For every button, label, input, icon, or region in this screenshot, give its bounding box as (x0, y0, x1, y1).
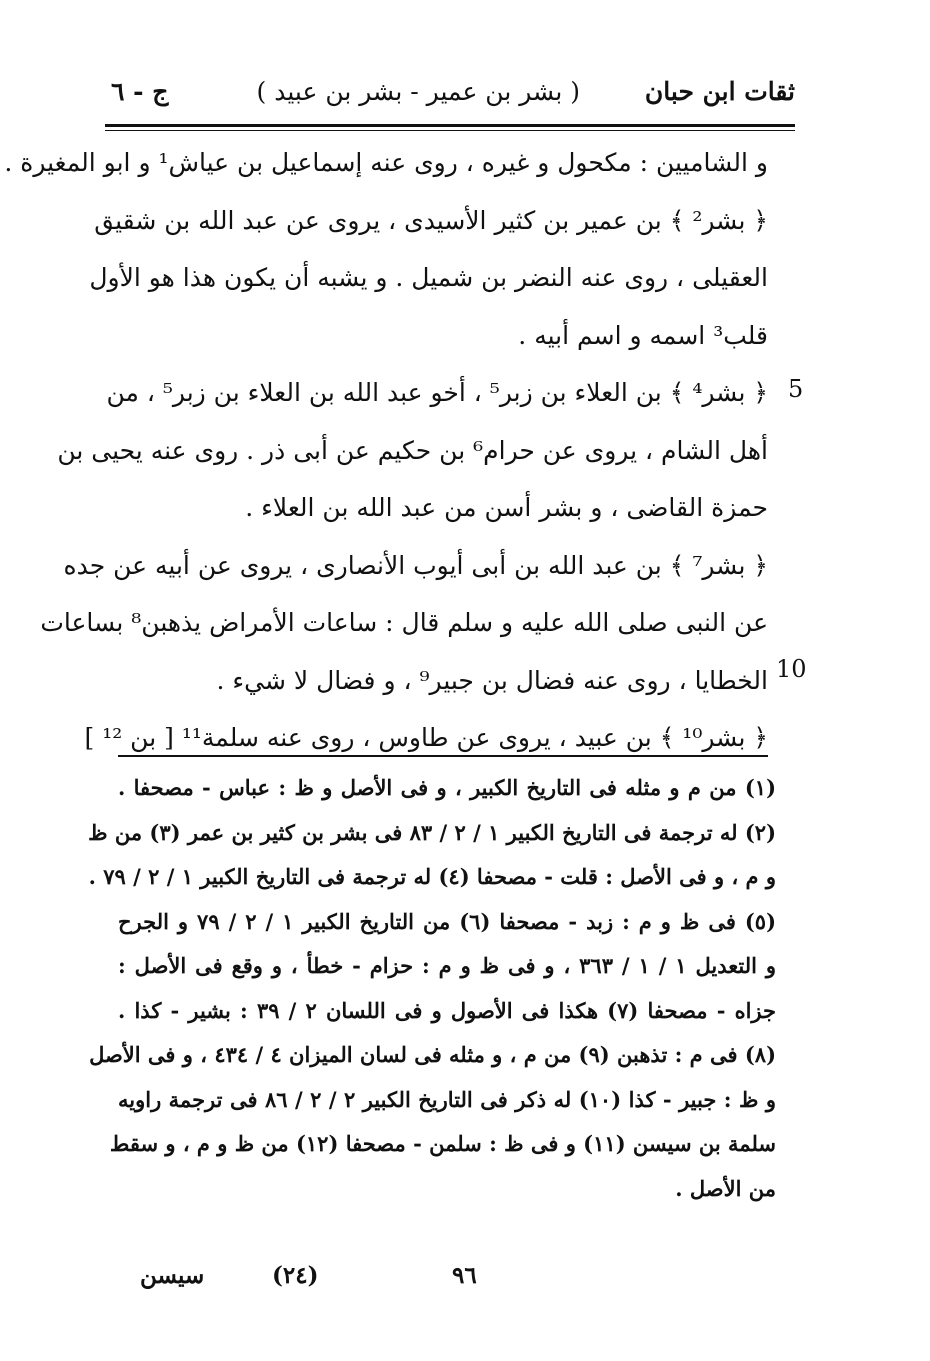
main-line: ﴿ بشر⁷ ﴾ بن عبد الله بن أبى أيوب الأنصارى ، يروى عن أبيه عن جده (63, 550, 768, 580)
footnote-line: و ظ : جبير - كذا (١٠) له ذكر فى التاريخ الكبير ٢ / ٢ / ٨٦ فى ترجمة راويه (118, 1086, 777, 1112)
book-title: ثقات ابن حبان (644, 77, 795, 106)
footnote-line: (١) من م و مثله فى التاريخ الكبير ، و فى الأصل و ظ : عباس - مصحفا . (118, 775, 776, 800)
main-line: و الشاميين : مكحول و غيره ، روى عنه إسماعيل بن عياش¹ و ابو المغيرة . (4, 148, 768, 177)
signature-mark: (٢٤) (272, 1262, 319, 1289)
footnote-line: و م ، و فى الأصل : قلت - مصحفا (٤) له ترجمة فى التاريخ الكبير ١ / ٢ / ٧٩ . (88, 864, 776, 889)
main-line: ﴿ بشر² ﴾ بن عمير بن كثير الأسيدى ، يروى عن عبد الله بن شقيق (94, 205, 768, 235)
footnote-line: و التعديل ١ / ١ / ٣٦٣ ، و فى ظ و م : حزام - خطأ ، و وقع فى الأصل : (118, 953, 776, 978)
page-number: ٩٦ (452, 1262, 477, 1289)
footnote-separator (118, 755, 768, 757)
footnote-line: (٨) فى م : تذهبن (٩) من م ، و مثله فى لسان الميزان ٤ / ٤٣٤ ، و فى الأصل (89, 1042, 776, 1067)
main-text (4, 134, 768, 767)
main-line: قلب³ اسمه و اسم أبيه . (518, 320, 768, 350)
page-footer (140, 1256, 700, 1296)
margin-line-number: 10 (776, 655, 807, 683)
footnote-line: (٢) له ترجمة فى التاريخ الكبير ١ / ٢ / ٨٣ فى بشر بن كثير بن عمر (٣) من ظ (88, 819, 776, 845)
margin-line-number: 5 (788, 375, 804, 403)
header-rule-thin (105, 130, 795, 131)
main-line: ﴿ بشر¹⁰ ﴾ بن عبيد ، يروى عن طاوس ، روى عنه سلمة¹¹ [ بن ¹² ] (84, 723, 768, 752)
footnote-line: (٥) فى ظ و م : زبد - مصحفا (٦) من التاريخ الكبير ١ / ٢ / ٧٩ و الجرح (118, 908, 776, 934)
main-line: ﴿ بشر⁴ ﴾ بن العلاء بن زبر⁵ ، أخو عبد الله بن العلاء بن زبر⁵ ، من (106, 378, 768, 407)
footnote-line: من الأصل . (675, 1175, 776, 1201)
volume-number: ج - ٦ (111, 77, 169, 106)
footnotes (88, 766, 777, 1211)
main-line: أهل الشام ، يروى عن حرام⁶ بن حكيم عن أبى ذر . روى عنه يحيى بن (57, 435, 768, 465)
catchword: سيسن (140, 1262, 205, 1289)
footnote-line: سلمة بن سيسن (١١) و فى ظ : سلمن - مصحفا (١٢) من ظ و م ، و سقط (109, 1131, 776, 1156)
main-line: عن النبى صلى الله عليه و سلم قال : ساعات الأمراض يذهبن⁸ بساعات (40, 608, 768, 637)
main-line: حمزة القاضى ، و بشر أسن من عبد الله بن العلاء . (245, 493, 768, 522)
footnote-line: جزاه - مصحفا (٧) هكذا فى الأصول و فى اللسان ٢ / ٣٩ : بشير - كذا . (118, 997, 776, 1023)
main-line: العقيلى ، روى عنه النضر بن شميل . و يشبه أن يكون هذا هو الأول (89, 263, 768, 292)
section-title: ( بشر بن عمير - بشر بن عبيد ) (256, 77, 580, 106)
main-line: الخطايا ، روى عنه فضال بن جبير⁹ ، و فضال لا شيء . (216, 665, 768, 695)
running-header (105, 70, 795, 114)
header-rule-thick (105, 124, 795, 127)
